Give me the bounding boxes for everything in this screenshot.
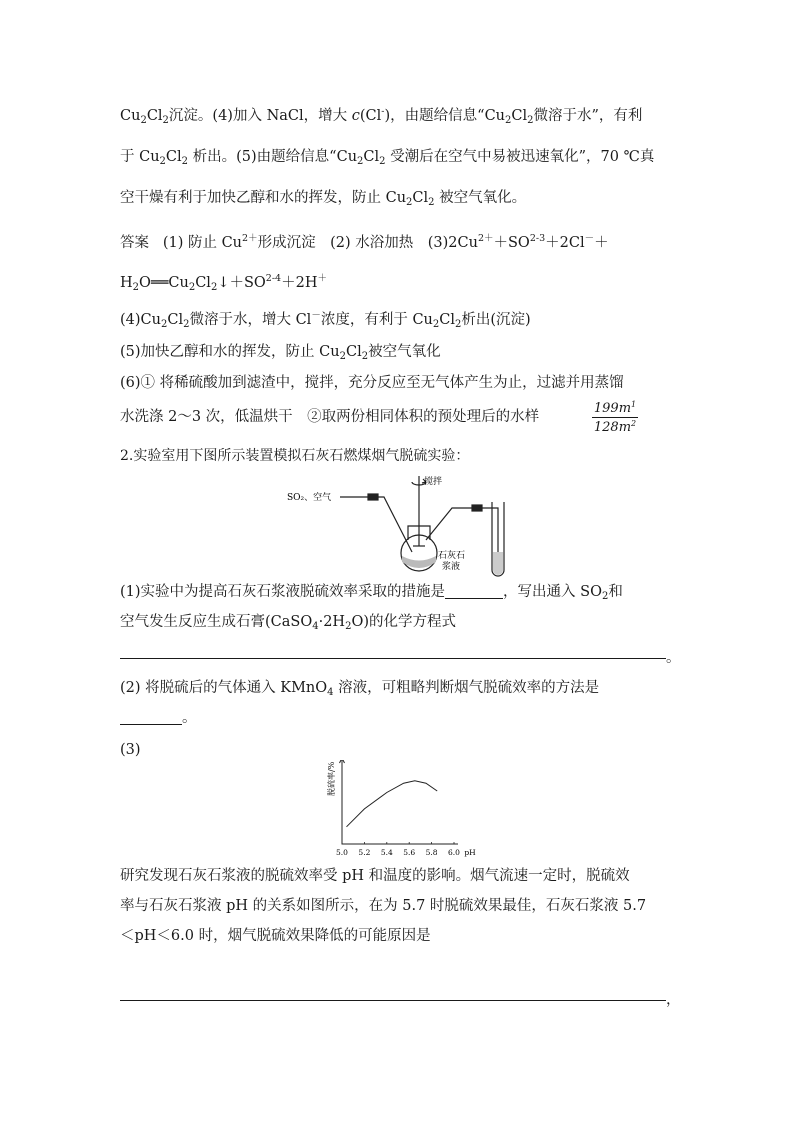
x-tick-label: 5.0 <box>336 848 348 857</box>
question-2-part-3a: 研究发现石灰石浆液的脱硫效率受 pH 和温度的影响。烟气流速一定时，脱硫效 <box>120 868 630 884</box>
answer-line-1: 答案 (1) 防止 $Cu^{2+}$形成沉淀 (2) 水浴加热 $(3)2Cu^{2+}+SO^{2-3}+2Cl^-+$ <box>120 233 609 251</box>
inlet-label: SO₂、空气 <box>287 493 332 503</box>
desulfurization-chart <box>318 760 478 860</box>
slurry-label-1: 石灰石 <box>438 551 466 561</box>
answer-label: 答案 <box>120 235 149 251</box>
x-tick-label: 6.0 <box>448 848 460 857</box>
x-tick-label: 5.6 <box>403 848 416 857</box>
comma-3: ， <box>666 992 681 1008</box>
answer-blank-1[interactable] <box>445 584 503 599</box>
answer-line-blank-3[interactable] <box>120 1000 666 1001</box>
prev-line-3: 空干燥有利于加快乙醇和水的挥发，防止 $Cu_2Cl_2$ 被空气氧化。 <box>120 190 527 208</box>
x-tick-label: 5.4 <box>380 848 393 857</box>
stir-label: 搅拌 <box>424 477 443 487</box>
answer-line-6b: 水洗涤 2～3 次，低温烘干 ②取两份相同体积的预处理后的水样 <box>120 409 540 425</box>
answer-line-blank-1[interactable] <box>120 658 666 659</box>
x-tick-label: 5.8 <box>425 848 438 857</box>
question-2-part-3b: 率与石灰石浆液 pH 的关系如图所示，在为 5.7 时脱硫效果最佳，石灰石浆液 5.7 <box>120 898 647 914</box>
answer-line-6a: (6)① 将稀硫酸加到滤渣中，搅拌，充分反应至无气体产生为止，过滤并用蒸馏 <box>120 375 624 391</box>
x-tick-label: 5.2 <box>358 848 371 857</box>
y-axis-label: 脱硫率/% <box>327 761 336 796</box>
period-1: 。 <box>666 650 681 666</box>
chart-axes <box>342 760 458 844</box>
x-axis-label: pH <box>464 848 476 857</box>
answer-line-2: $H_2O══Cu_2Cl_2↓+SO^{2-4}+2H^+$ <box>120 273 327 293</box>
question-2-part-3c: ＜pH＜6.0 时，烟气脱硫效果降低的可能原因是 <box>120 928 431 944</box>
answer-line-4: $(4)Cu_2Cl_2$微溶于水，增大 Cl－浓度，有利于 $Cu_2Cl_2$析出(沉淀) <box>120 310 531 330</box>
answer-fraction: $199m^1$ $128m^2$ <box>593 400 637 435</box>
apparatus-figure <box>280 470 540 580</box>
prev-line-1: $Cu_2Cl_2$沉淀。(4)加入 NaCl，增大 c(Cl-)，由题给信息“$Cu_2Cl_2$微溶于水”，有利 <box>120 106 643 126</box>
slurry-label-2: 浆液 <box>442 562 461 572</box>
prev-line-2: 于 $Cu_2Cl_2$ 析出。(5)由题给信息“$Cu_2Cl_2$ 受潮后在空气中易被迅速氧化”，70 ℃真 <box>120 149 655 167</box>
question-2-part-1b: 空气发生反应生成石膏$(CaSO_4\cdot 2H_2O)$的化学方程式 <box>120 614 456 632</box>
question-2-part-2-blank-row: 。 <box>120 708 197 728</box>
question-2-part-2: (2) 将脱硫后的气体通入 KMnO$_4$ 溶液，可粗略判断烟气脱硫效率的方法是 <box>120 680 600 698</box>
question-2-intro: 2.实验室用下图所示装置模拟石灰石燃煤烟气脱硫实验： <box>120 448 470 464</box>
answer-line-5: (5)加快乙醇和水的挥发，防止 $Cu_2Cl_2$被空气氧化 <box>120 344 441 362</box>
series-line <box>347 781 438 827</box>
answer-blank-2[interactable] <box>120 710 182 725</box>
question-2-part-1a: (1)实验中为提高石灰石浆液脱硫效率采取的措施是 ，写出通入 $SO_2$和 <box>120 584 623 602</box>
question-2-part-3-label: (3) <box>120 742 141 758</box>
